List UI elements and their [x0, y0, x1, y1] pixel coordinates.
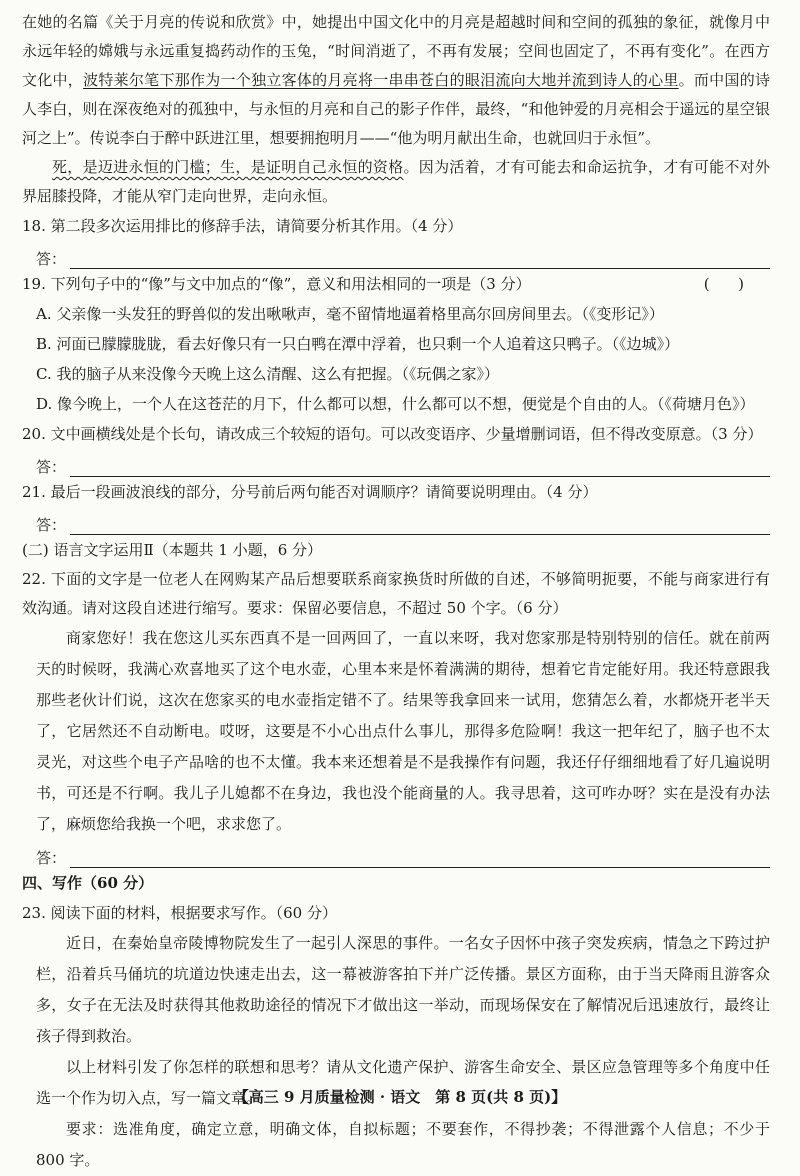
- answer-underline: [70, 458, 770, 477]
- section-heading-4: 四、写作（60 分）: [22, 874, 154, 892]
- option-d: D. 像今晚上，一个人在这苍茫的月下，什么都可以想，什么都可以不想，便觉是个自由的人。（《荷塘月色》）: [36, 395, 755, 413]
- passage-paragraph-1: [22, 8, 770, 153]
- answer-bracket-19[interactable]: ( ): [703, 275, 744, 293]
- writing-requirements: 要求：选准角度，确定立意，明确文体，自拟标题；不要套作，不得抄袭；不得泄露个人信息；不少于 800 字。: [36, 1120, 770, 1169]
- question-21: 21. 最后一段画波浪线的部分，分号前后两句能否对调顺序？请简要说明理由。（4 分）: [22, 483, 598, 501]
- wavy-underlined-sentence: 死，是迈进永恒的门槛；生，是证明自己永恒的资格: [52, 158, 404, 176]
- passage-text: 。因为活着，才有可能去和命运抗争，才有可能不对外界屈膝投降，才能从窄门走向世界，走向永恒。: [22, 158, 770, 205]
- answer-underline: [70, 849, 770, 868]
- writing-material: 近日，在秦始皇帝陵博物院发生了一起引人深思的事件。一名女子因怀中孩子突发疾病，情急之下跨过护栏，沿着兵马俑坑的坑道边快速走出去，这一幕被游客拍下并广泛传播。景区方面称，由于当天降雨且游客众多，女子在无法及时获得其他救助途径的情况下才做出这一举动，而现场保安在了解情况后迅速放行，最终让孩子得到救治。: [36, 934, 770, 1045]
- answer-underline: [70, 516, 770, 535]
- question-22: 22. 下面的文字是一位老人在网购某产品后想要联系商家换货时所做的自述，不够简明扼要，不能与商家进行有效沟通。请对这段自述进行缩写。要求：保留必要信息，不超过 50 个字。（6 分）: [22, 570, 770, 617]
- passage-text: 。而中国的诗人李白，则在深夜绝对的孤独中，与永恒的月亮和自己的影子作伴，最终，“和他钟爱的月亮相会于遥远的星空银河之上”。传说李白于醉中跃进江里，想要拥抱明月——“他为明月献出生命，也就回归于永恒”。: [22, 71, 770, 147]
- question-22-passage: 商家您好！我在您这儿买东西真不是一回两回了，一直以来呀，我对您家那是特别特别的信任。就在前两天的时候呀，我满心欢喜地买了这个电水壶，心里本来是怀着满满的期待，想着它肯定能好用。我还特意跟我那些老伙计们说，这次在您家买的电水壶指定错不了。结果等我拿回来一试用，您猜怎么着，水都烧开老半天了，它居然还不自动断电。哎呀，这要是不小心出点什么事儿，那得多危险啊！我这一把年纪了，脑子也不太灵光，对这些个电子产品啥的也不太懂。我本来还想着是不是我操作有问题，我还仔仔细细地看了好几遍说明书，可还是不行啊。我儿子儿媳都不在身边，我也没个能商量的人。我寻思着，这可咋办呀？实在是没有办法了，麻烦您给我换一个吧，求求您了。: [36, 629, 770, 833]
- answer-underline: [70, 250, 770, 269]
- answer-line-22[interactable]: 答：: [36, 840, 770, 868]
- question-23: 23. 阅读下面的材料，根据要求写作。（60 分）: [22, 904, 337, 922]
- underlined-long-sentence: 波特莱尔笔下那作为一个独立客体的月亮将一串串苍白的眼泪流向大地并流到诗人的心里: [83, 71, 679, 89]
- option-a: A. 父亲像一头发狂的野兽似的发出啾啾声，毫不留情地逼着格里高尔回房间里去。（《变形记》）: [36, 305, 664, 323]
- passage-paragraph-2: [22, 153, 770, 211]
- answer-line-18[interactable]: 答：: [36, 241, 770, 269]
- option-c: C. 我的脑子从来没像今天晚上这么清醒、这么有把握。（《玩偶之家》）: [36, 365, 499, 383]
- option-b: B. 河面已朦朦胧胧，看去好像只有一只白鸭在潭中浮着，也只剩一个人追着这只鸭子。（《边城》）: [36, 335, 680, 353]
- passage-text: 在她的名篇《关于月亮的传说和欣赏》中，她提出中国文化中的月亮是超越时间和空间的孤独的象征，就像月中永远年轻的嫦娥与永远重复捣药动作的玉兔，“时间消逝了，不再有发展；空间也固定了，不再有变化”。在西方文化中，: [22, 13, 770, 89]
- question-19: [22, 269, 770, 299]
- section-heading-2: (二) 语言文字运用Ⅱ（本题共 1 小题，6 分）: [22, 541, 323, 559]
- answer-line-20[interactable]: 答：: [36, 449, 770, 477]
- answer-line-21[interactable]: 答：: [36, 507, 770, 535]
- writing-prompt: 以上材料引发了你怎样的联想和思考？请从文化遗产保护、游客生命安全、景区应急管理等多个角度中任选一个作为切入点，写一篇文章。: [36, 1058, 770, 1107]
- question-20: 20. 文中画横线处是个长句，请改成三个较短的语句。可以改变语序、少量增删词语，但不得改变原意。（3 分）: [22, 425, 763, 443]
- question-19-text: 19. 下列句子中的“像”与文中加点的“像”，意义和用法相同的一项是（3 分）: [22, 275, 531, 293]
- page-footer: 【高三 9 月质量检测 · 语文 第 8 页(共 8 页)】: [233, 1088, 567, 1106]
- question-18: 18. 第二段多次运用排比的修辞手法，请简要分析其作用。（4 分）: [22, 217, 463, 235]
